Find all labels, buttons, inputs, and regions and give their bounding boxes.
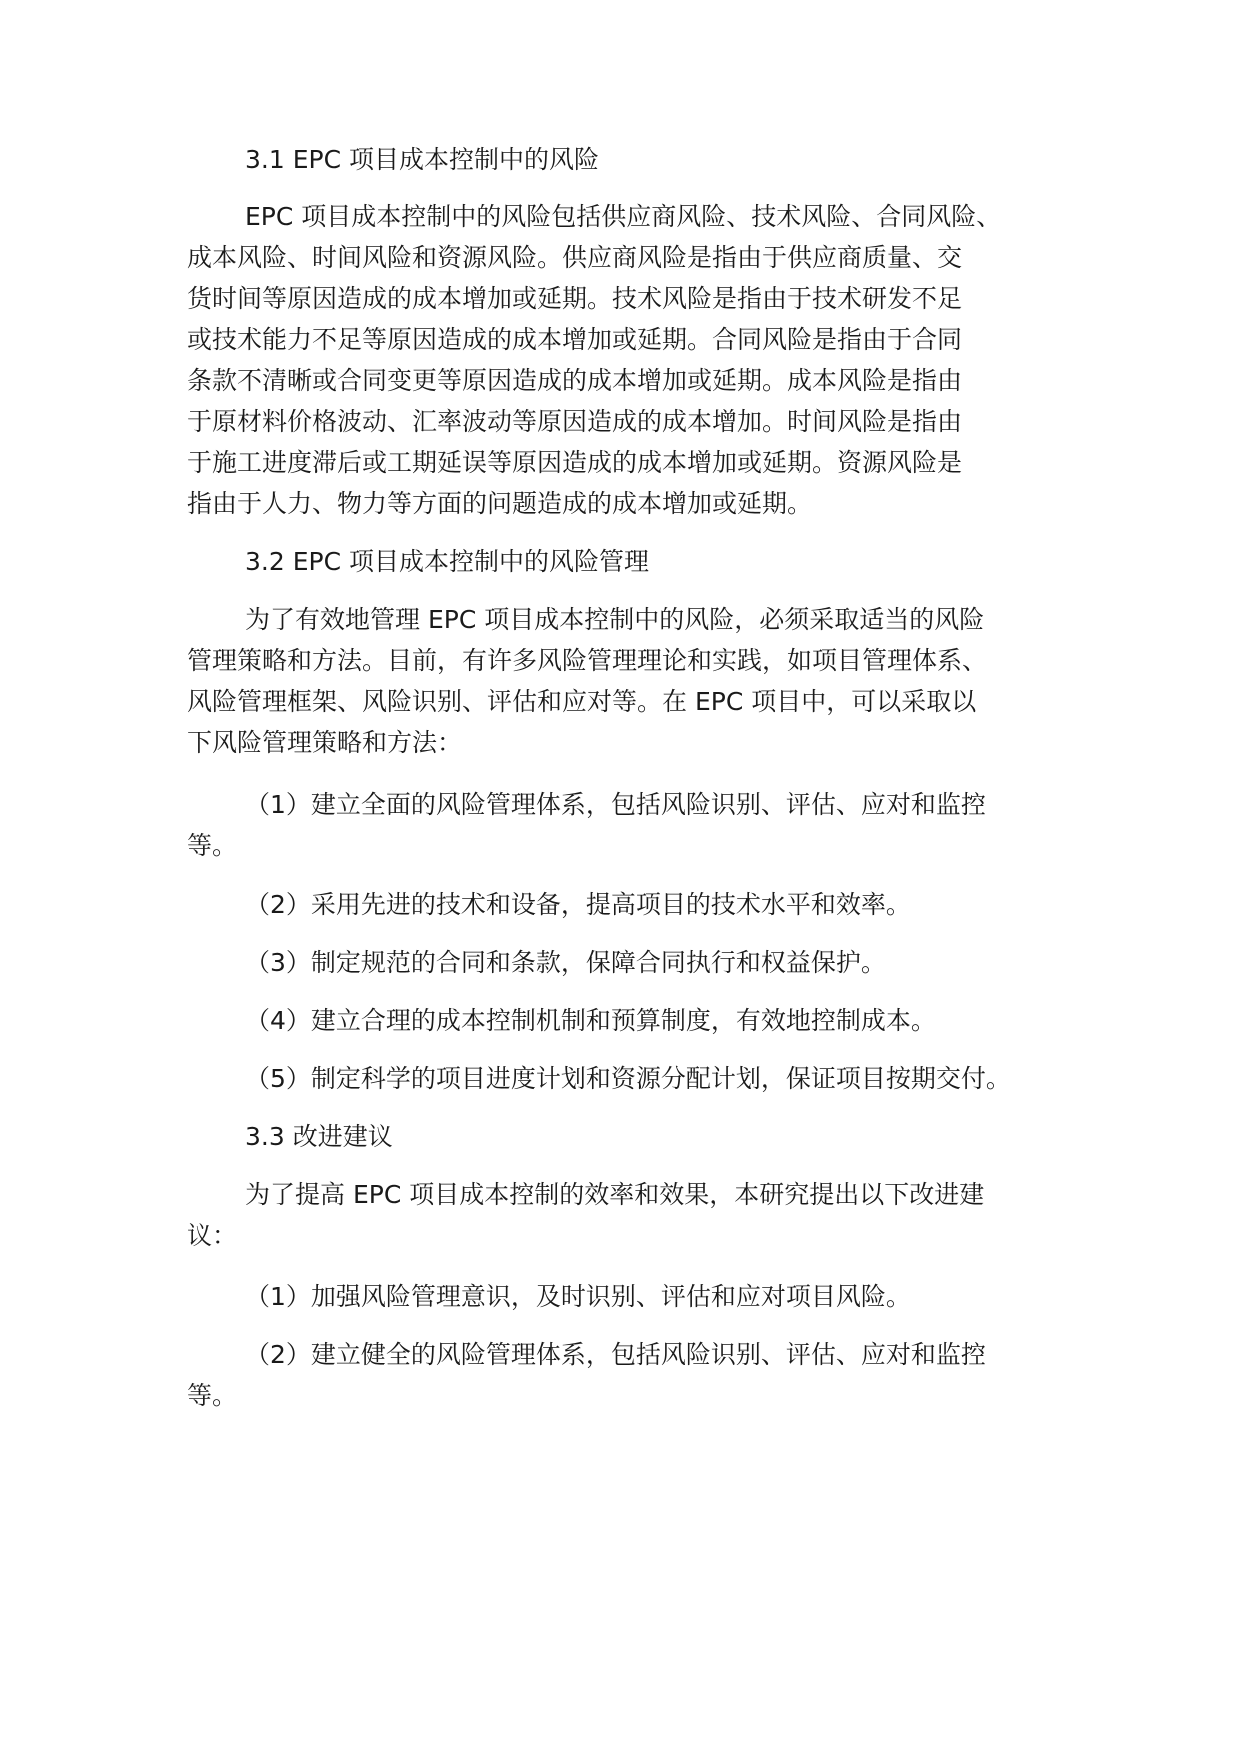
paragraph-line: 条款不清晰或合同变更等原因造成的成本增加或延期。成本风险是指由 <box>187 366 963 395</box>
section-heading-3-3: 3.3 改进建议 <box>245 1122 393 1151</box>
paragraph-line: 于施工进度滞后或工期延误等原因造成的成本增加或延期。资源风险是 <box>187 448 963 477</box>
paragraph-line: 为了提高 EPC 项目成本控制的效率和效果，本研究提出以下改进建 <box>245 1180 985 1209</box>
paragraph-line: 议： <box>187 1221 238 1250</box>
list-item: （5）制定科学的项目进度计划和资源分配计划，保证项目按期交付。 <box>245 1064 1011 1093</box>
list-item: （2）建立健全的风险管理体系，包括风险识别、评估、应对和监控 <box>245 1340 986 1369</box>
paragraph-line: 指由于人力、物力等方面的问题造成的成本增加或延期。 <box>187 489 813 518</box>
list-item: （2）采用先进的技术和设备，提高项目的技术水平和效率。 <box>245 890 911 919</box>
list-item-continuation: 等。 <box>187 831 238 860</box>
paragraph-line: 下风险管理策略和方法： <box>187 728 463 757</box>
list-item: （3）制定规范的合同和条款，保障合同执行和权益保护。 <box>245 948 886 977</box>
paragraph-line: 货时间等原因造成的成本增加或延期。技术风险是指由于技术研发不足 <box>187 284 963 313</box>
paragraph-line: 风险管理框架、风险识别、评估和应对等。在 EPC 项目中，可以采取以 <box>187 687 977 716</box>
section-heading-3-2: 3.2 EPC 项目成本控制中的风险管理 <box>245 547 649 576</box>
paragraph-line: 成本风险、时间风险和资源风险。供应商风险是指由于供应商质量、交 <box>187 243 963 272</box>
paragraph-line: 为了有效地管理 EPC 项目成本控制中的风险，必须采取适当的风险 <box>245 605 985 634</box>
list-item: （1）加强风险管理意识，及时识别、评估和应对项目风险。 <box>245 1282 911 1311</box>
list-item: （1）建立全面的风险管理体系，包括风险识别、评估、应对和监控 <box>245 790 986 819</box>
paragraph-line: 于原材料价格波动、汇率波动等原因造成的成本增加。时间风险是指由 <box>187 407 963 436</box>
section-heading-3-1: 3.1 EPC 项目成本控制中的风险 <box>245 145 599 174</box>
paragraph-line: 或技术能力不足等原因造成的成本增加或延期。合同风险是指由于合同 <box>187 325 963 354</box>
paragraph-line: EPC 项目成本控制中的风险包括供应商风险、技术风险、合同风险、 <box>245 202 1002 231</box>
list-item: （4）建立合理的成本控制机制和预算制度，有效地控制成本。 <box>245 1006 936 1035</box>
list-item-continuation: 等。 <box>187 1381 238 1410</box>
paragraph-line: 管理策略和方法。目前，有许多风险管理理论和实践，如项目管理体系、 <box>187 646 988 675</box>
